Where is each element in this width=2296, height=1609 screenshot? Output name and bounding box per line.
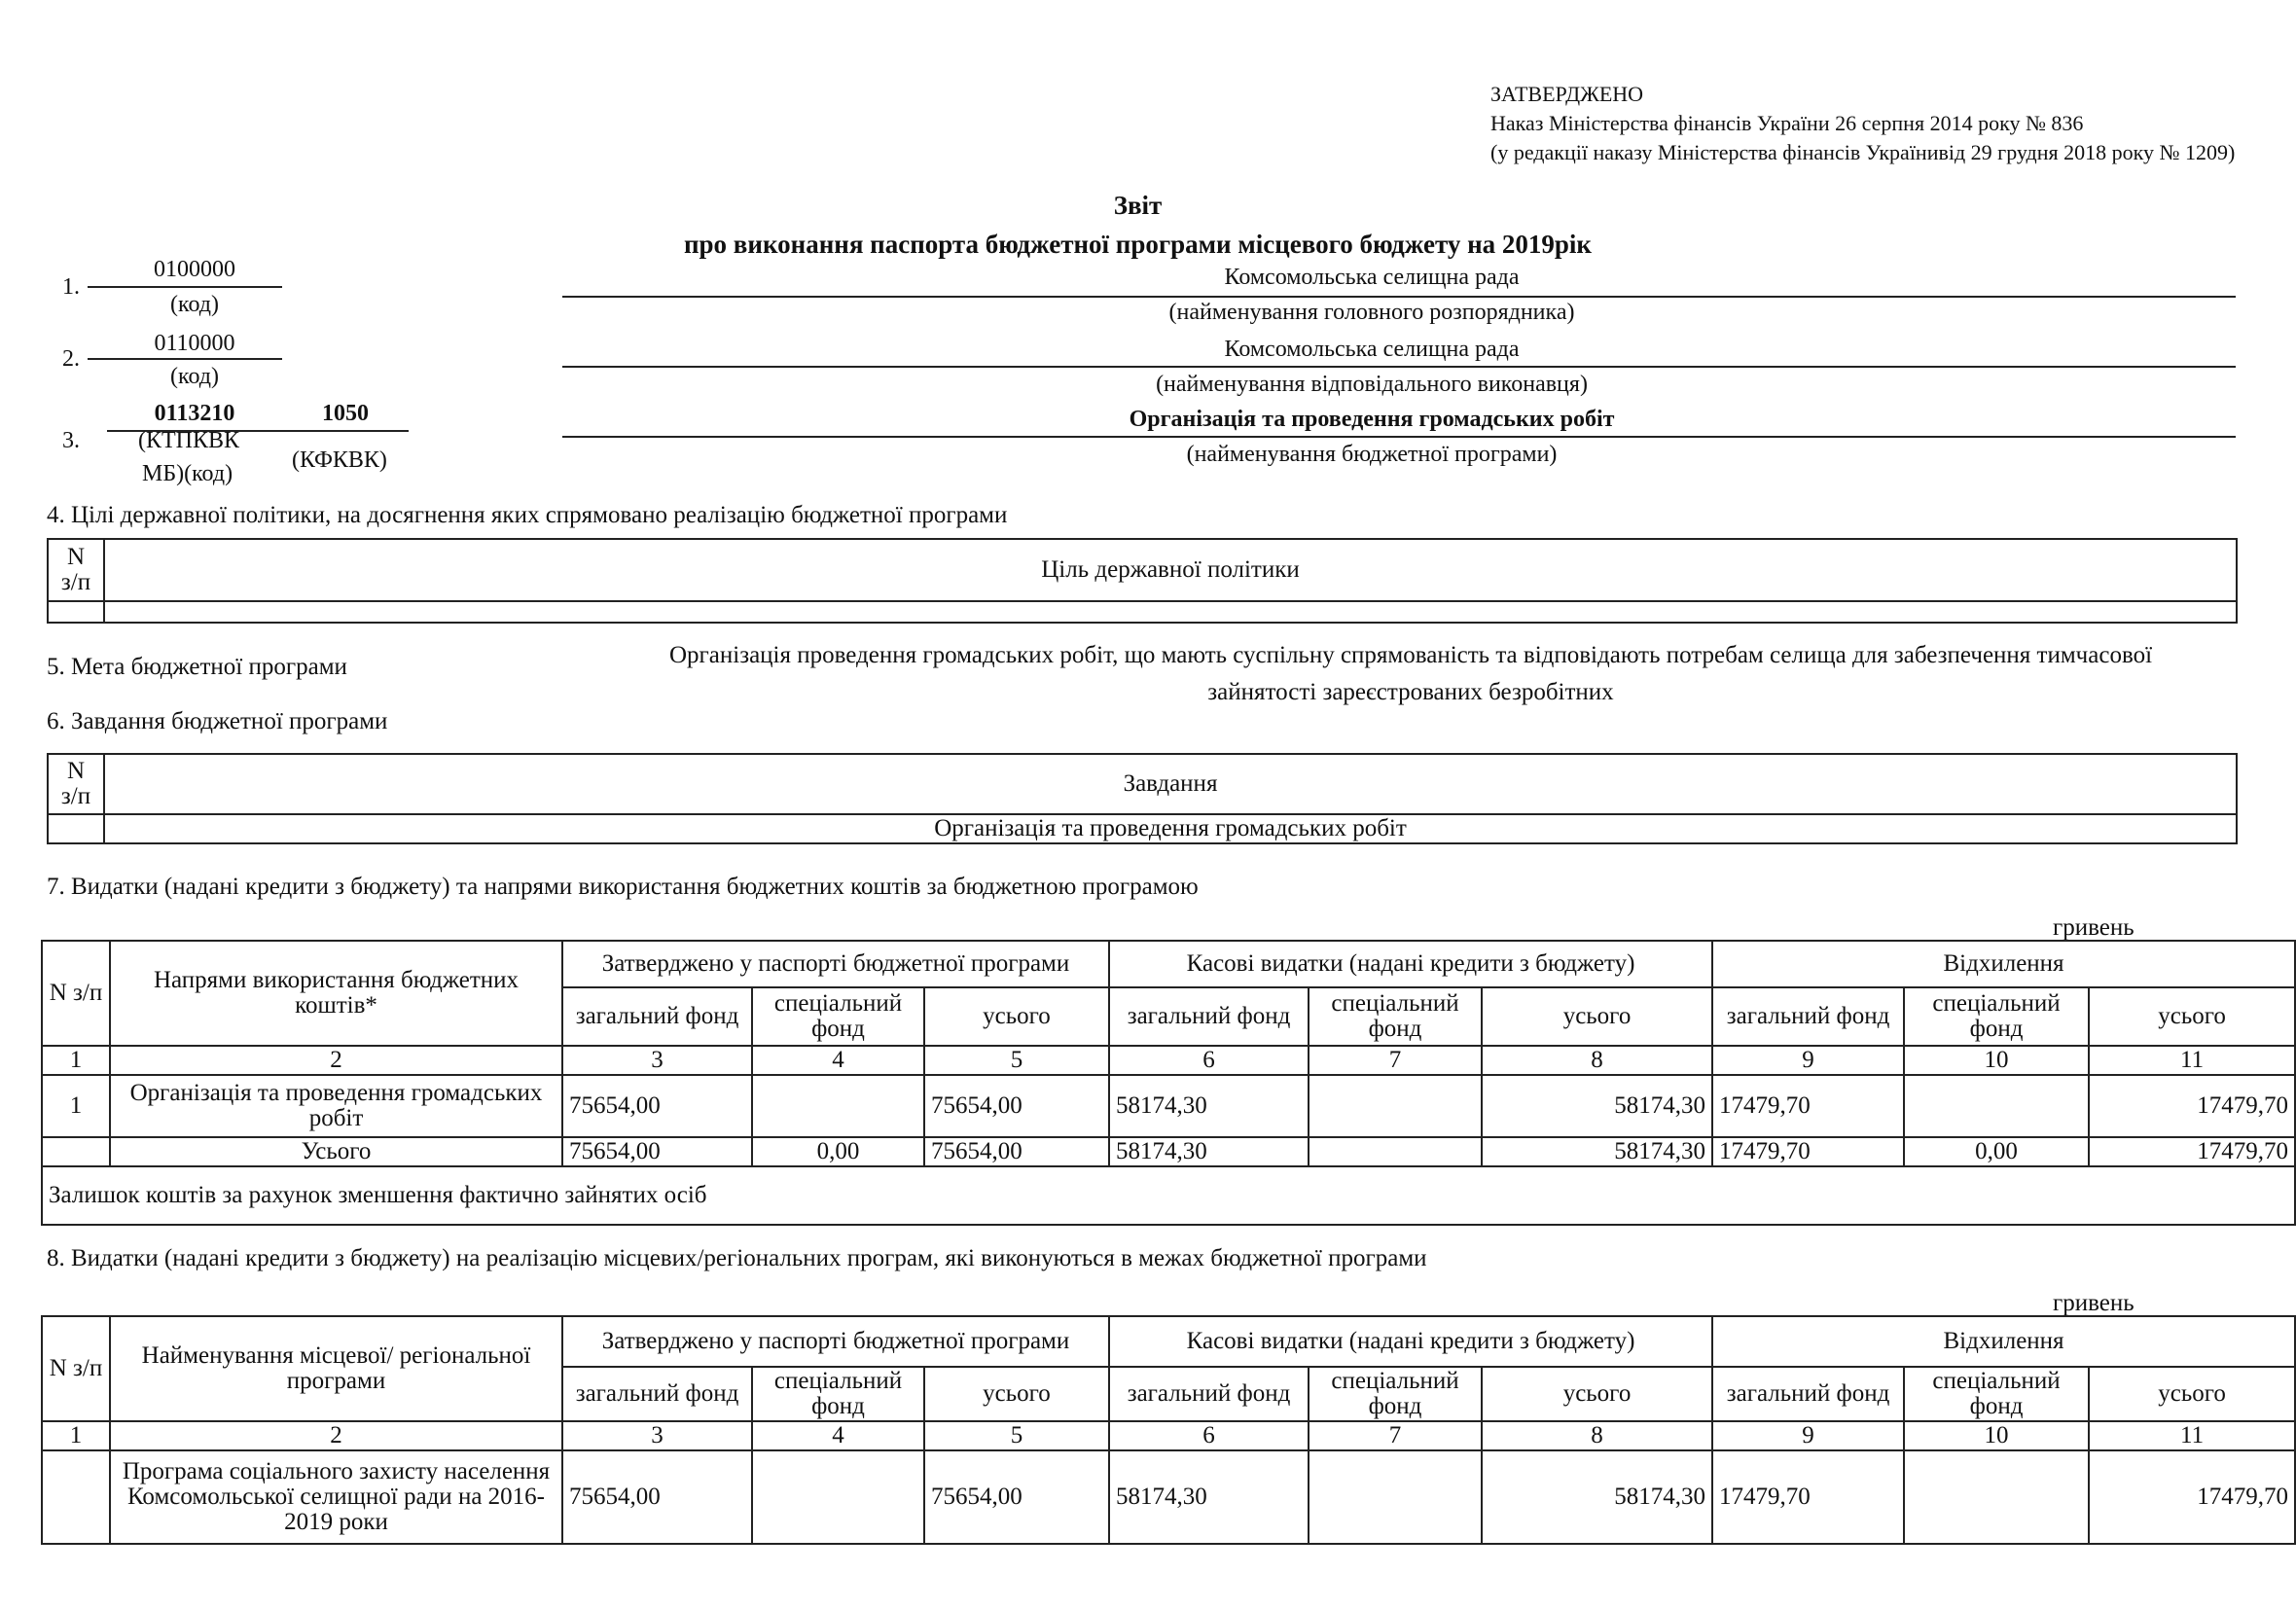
section4-table [47, 538, 2238, 624]
s8-row1-n [42, 1450, 110, 1544]
code-row3-kfkvk-label: (КФКВК) [292, 447, 387, 473]
section4-heading: 4. Цілі державної політики, на досягнення яких спрямовано реалізацію бюджетної програми [47, 502, 1008, 528]
code-row2-underline [88, 358, 282, 360]
table-row [42, 1137, 2295, 1166]
s7-total-c8: 58174,30 [1482, 1137, 1712, 1166]
table-row [42, 1450, 2295, 1544]
s8-header-total: усього [924, 1367, 1109, 1421]
s7-header-special: спеціальний фонд [1904, 987, 2089, 1046]
code-row2-name-underline [562, 366, 2236, 368]
section8-table [41, 1315, 2296, 1545]
s7-colnum: 3 [562, 1046, 752, 1075]
code-row2-name: Комсомольська селищна рада [1224, 337, 1520, 362]
code-row3-name-label: (найменування бюджетної програми) [1186, 442, 1558, 467]
s7-total-name: Усього [110, 1137, 562, 1166]
s7-row1-c4 [752, 1075, 924, 1137]
s7-total-c7 [1309, 1137, 1482, 1166]
section5-text-line2: зайнятості зареєстрованих безробітних [1207, 679, 1614, 705]
s8-row1-c10 [1904, 1450, 2089, 1544]
s8-colnum: 11 [2089, 1421, 2295, 1450]
s7-row1-c11: 17479,70 [2089, 1075, 2295, 1137]
s7-total-c11: 17479,70 [2089, 1137, 2295, 1166]
code-row1-name-underline [562, 296, 2236, 298]
s7-total-c9: 17479,70 [1712, 1137, 1904, 1166]
s8-header-special: спеціальний фонд [1904, 1367, 2089, 1421]
section4-empty-cell [48, 601, 104, 623]
s7-colnum: 9 [1712, 1046, 1904, 1075]
code-row1-code-label: (код) [170, 292, 219, 317]
section4-col-n [48, 539, 104, 601]
table-row [42, 1075, 2295, 1137]
s7-header-total: усього [2089, 987, 2295, 1046]
section7-heading: 7. Видатки (надані кредити з бюджету) та напрями використання бюджетних коштів за бюджетною програмою [47, 874, 1199, 900]
code-row3-label-b: МБ)(код) [142, 461, 233, 486]
s8-header-total: усього [2089, 1367, 2295, 1421]
s7-row1-c10 [1904, 1075, 2089, 1137]
s8-header-general: загальний фонд [562, 1367, 752, 1421]
s7-header-deviation: Відхилення [1712, 941, 2295, 987]
s8-header-special: спеціальний фонд [1309, 1367, 1482, 1421]
s8-header-n: N з/п [42, 1316, 110, 1421]
section4-col-n-line2: з/п [60, 569, 91, 595]
s8-row1-c4 [752, 1450, 924, 1544]
s8-header-deviation: Відхилення [1712, 1316, 2295, 1367]
s8-colnum: 2 [110, 1421, 562, 1450]
s7-total-n [42, 1137, 110, 1166]
code-row3-ktpkvk: 0113210 [154, 401, 235, 426]
s7-colnum: 7 [1309, 1046, 1482, 1075]
s7-colnum: 5 [924, 1046, 1109, 1075]
s7-header-special: спеціальний фонд [1309, 987, 1482, 1046]
code-row3-name-underline [562, 436, 2236, 438]
section6-row-n [48, 814, 104, 843]
s8-colnum: 10 [1904, 1421, 2089, 1450]
code-row1-number: 1. [62, 274, 80, 300]
s8-row1-c11: 17479,70 [2089, 1450, 2295, 1544]
code-row3-kfkvk: 1050 [322, 401, 369, 426]
s8-row1-c6: 58174,30 [1109, 1450, 1309, 1544]
code-row3-number: 3. [62, 428, 80, 453]
section4-empty-cell [104, 601, 2237, 623]
approval-block [1490, 80, 2235, 167]
approval-heading: ЗАТВЕРДЖЕНО [1490, 82, 1644, 106]
code-row2-number: 2. [62, 346, 80, 372]
s7-colnum: 2 [110, 1046, 562, 1075]
s7-total-c10: 0,00 [1904, 1137, 2089, 1166]
s8-colnum: 9 [1712, 1421, 1904, 1450]
approval-line2: (у редакції наказу Міністерства фінансів Українивід 29 грудня 2018 року № 1209) [1490, 140, 2236, 164]
section6-col-task: Завдання [104, 754, 2237, 814]
s8-colnum: 4 [752, 1421, 924, 1450]
s7-total-c6: 58174,30 [1109, 1137, 1309, 1166]
code-row1-underline [88, 286, 282, 288]
s7-header-total: усього [1482, 987, 1712, 1046]
s8-colnum: 1 [42, 1421, 110, 1450]
s7-row1-name: Організація та проведення громадських робіт [110, 1075, 562, 1137]
s7-header-approved: Затверджено у паспорті бюджетної програми [562, 941, 1109, 987]
s8-header-approved: Затверджено у паспорті бюджетної програми [562, 1316, 1109, 1367]
section6-table [47, 753, 2238, 844]
section5-text-line1: Організація проведення громадських робіт, що мають суспільну спрямованість та відповідають потребам селища для забезпечення тимчасової [668, 642, 2153, 668]
code-row1-name-label: (найменування головного розпорядника) [1168, 300, 1575, 325]
section6-col-n [48, 754, 104, 814]
s8-header-general: загальний фонд [1712, 1367, 1904, 1421]
section8-currency: гривень [2053, 1290, 2135, 1316]
s8-row1-c5: 75654,00 [924, 1450, 1109, 1544]
s7-header-general: загальний фонд [562, 987, 752, 1046]
s7-note: Залишок коштів за рахунок зменшення фактично зайнятих осіб [42, 1166, 2295, 1225]
s8-row1-c7 [1309, 1450, 1482, 1544]
s7-row1-c3: 75654,00 [562, 1075, 752, 1137]
s7-colnum: 10 [1904, 1046, 2089, 1075]
section7-table [41, 940, 2296, 1226]
approval-line1: Наказ Міністерства фінансів України 26 серпня 2014 року № 836 [1490, 111, 2084, 135]
s7-total-c5: 75654,00 [924, 1137, 1109, 1166]
s8-header-actual: Касові видатки (надані кредити з бюджету) [1109, 1316, 1712, 1367]
report-title: Звіт [1113, 191, 1163, 220]
s8-row1-c3: 75654,00 [562, 1450, 752, 1544]
s7-row1-n: 1 [42, 1075, 110, 1137]
section7-currency: гривень [2053, 914, 2135, 941]
s7-header-total: усього [924, 987, 1109, 1046]
section6-heading: 6. Завдання бюджетної програми [47, 708, 388, 734]
s7-colnum: 6 [1109, 1046, 1309, 1075]
s8-row1-name: Програма соціального захисту населення Комсомольської селищної ради на 2016-2019 роки [110, 1450, 562, 1544]
s7-header-special: спеціальний фонд [752, 987, 924, 1046]
s7-colnum: 11 [2089, 1046, 2295, 1075]
code-row2-code-label: (код) [170, 364, 219, 389]
code-row2-code: 0110000 [154, 331, 235, 356]
section4-col-goal: Ціль державної політики [104, 539, 2237, 601]
section6-col-n-line1: N [66, 758, 86, 784]
s8-colnum: 6 [1109, 1421, 1309, 1450]
code-row2-name-label: (найменування відповідального виконавця) [1156, 372, 1588, 397]
s7-colnum: 4 [752, 1046, 924, 1075]
s7-row1-c7 [1309, 1075, 1482, 1137]
s7-header-general: загальний фонд [1109, 987, 1309, 1046]
s8-colnum: 8 [1482, 1421, 1712, 1450]
s7-header-n: N з/п [42, 941, 110, 1046]
s7-colnum: 1 [42, 1046, 110, 1075]
s7-row1-c9: 17479,70 [1712, 1075, 1904, 1137]
s7-header-actual: Касові видатки (надані кредити з бюджету) [1109, 941, 1712, 987]
s7-header-general: загальний фонд [1712, 987, 1904, 1046]
s7-colnum: 8 [1482, 1046, 1712, 1075]
section8-heading: 8. Видатки (надані кредити з бюджету) на реалізацію місцевих/регіональних програм, які виконуються в межах бюджетної програми [47, 1245, 1427, 1271]
s7-row1-c8: 58174,30 [1482, 1075, 1712, 1137]
section6-task-value: Організація та проведення громадських робіт [104, 814, 2237, 843]
report-subtitle: про виконання паспорта бюджетної програми місцевого бюджету на 2019рік [683, 230, 1592, 259]
s7-row1-c6: 58174,30 [1109, 1075, 1309, 1137]
section4-col-n-line1: N [66, 544, 86, 570]
s8-header-total: усього [1482, 1367, 1712, 1421]
code-row3-name: Організація та проведення громадських робіт [1129, 407, 1615, 432]
s7-row1-c5: 75654,00 [924, 1075, 1109, 1137]
s7-header-direction: Напрями використання бюджетних коштів* [110, 941, 562, 1046]
section6-col-n-line2: з/п [60, 783, 91, 809]
section5-heading: 5. Мета бюджетної програми [47, 654, 347, 680]
s8-header-special: спеціальний фонд [752, 1367, 924, 1421]
s8-row1-c9: 17479,70 [1712, 1450, 1904, 1544]
code-row1-code: 0100000 [154, 257, 235, 282]
s8-colnum: 3 [562, 1421, 752, 1450]
s7-total-c4: 0,00 [752, 1137, 924, 1166]
s8-colnum: 5 [924, 1421, 1109, 1450]
s8-header-general: загальний фонд [1109, 1367, 1309, 1421]
code-row3-label-a: (КТПКВК [138, 428, 240, 453]
s8-header-name: Найменування місцевої/ регіональної програми [110, 1316, 562, 1421]
s8-colnum: 7 [1309, 1421, 1482, 1450]
s7-total-c3: 75654,00 [562, 1137, 752, 1166]
s8-row1-c8: 58174,30 [1482, 1450, 1712, 1544]
code-row1-name: Комсомольська селищна рада [1224, 265, 1520, 290]
